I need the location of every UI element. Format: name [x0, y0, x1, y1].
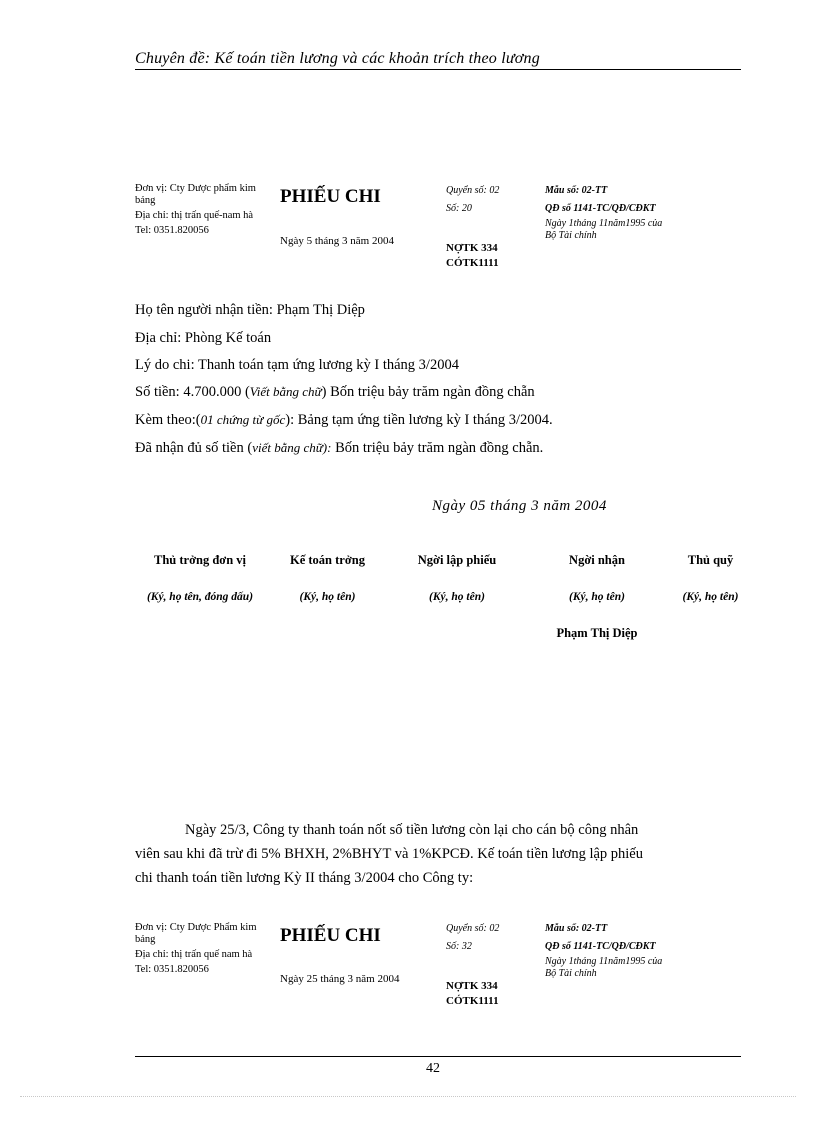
voucher1-form-info	[545, 182, 715, 242]
voucher1-debit: NỢTK 334	[446, 242, 498, 254]
received-post: Bốn triệu bảy trăm ngàn đồng chẵn.	[331, 440, 544, 456]
voucher2-accounts	[446, 979, 499, 1009]
paragraph-line-3: chi thanh toán tiền lương Kỳ II tháng 3/2004 cho Công ty:	[135, 870, 474, 886]
sig-title-chief-accountant: Kế toán trởng	[290, 553, 365, 567]
body-paragraph	[135, 818, 741, 890]
voucher1-unit: Đơn vị: Cty Dược phẩm kim bảng	[135, 183, 256, 206]
sig-note-cashier: (Ký, họ tên)	[682, 591, 739, 603]
paragraph-line-2: viên sau khi đã trừ đi 5% BHXH, 2%BHYT và 1%KPCĐ. Kế toán tiền lương lập phiếu	[135, 846, 643, 862]
running-header: Chuyên đề: Kế toán tiền lương và các khoản trích theo lương	[135, 50, 540, 67]
amount-pre: Số tiền: 4.700.000 (	[135, 384, 250, 400]
voucher2-unit-info	[135, 922, 270, 979]
voucher2-unit: Đơn vị: Cty Dược Phẩm kim bảng	[135, 922, 257, 945]
voucher1-date: Ngày 5 tháng 3 năm 2004	[280, 235, 394, 247]
receiver-line: Họ tên người nhận tiền: Phạm Thị Diệp	[135, 302, 365, 318]
voucher1-book-info	[446, 182, 499, 218]
voucher1-address: Địa chỉ: thị trấn quế-nam hà	[135, 210, 254, 221]
voucher2-address: Địa chỉ: thị trấn quế nam hà	[135, 949, 253, 960]
voucher2-ministry: Bộ Tài chính	[545, 968, 597, 979]
page-edge	[20, 1096, 796, 1097]
voucher2-book-no: Quyển số: 02	[446, 923, 500, 934]
received-pre: Đã nhận đủ số tiền (	[135, 440, 253, 456]
sig-note-chief-accountant: (Ký, họ tên)	[299, 591, 356, 603]
sig-title-cashier: Thủ quỹ	[687, 553, 734, 567]
signature-date: Ngày 05 tháng 3 năm 2004	[432, 498, 607, 514]
sig-note-receiver: (Ký, họ tên)	[569, 591, 625, 603]
voucher2-tel: Tel: 0351.820056	[135, 964, 209, 975]
voucher1-decision: QĐ số 1141-TC/QĐ/CĐKT	[545, 203, 656, 214]
sig-note-director: (Ký, họ tên, đóng dấu)	[146, 591, 254, 603]
amount-post: ) Bốn triệu bảy trăm ngàn đồng chẵn	[321, 384, 535, 400]
sig-note-preparer: (Ký, họ tên)	[429, 591, 485, 603]
voucher2-book-info	[446, 920, 499, 956]
paragraph-line-1: Ngày 25/3, Công ty thanh toán nốt số tiền lương còn lại cho cán bộ công nhân	[185, 822, 639, 838]
attachment-note: 01 chứng từ gốc	[200, 412, 286, 427]
attachment-post: ): Bảng tạm ứng tiền lương kỳ I tháng 3/2004.	[285, 412, 553, 428]
voucher2-decision: QĐ số 1141-TC/QĐ/CĐKT	[545, 941, 656, 952]
voucher1-tel: Tel: 0351.820056	[135, 225, 209, 236]
footer-divider	[135, 1056, 741, 1057]
voucher1-decision-date: Ngày 1tháng 11năm1995 của	[545, 218, 663, 229]
voucher2-form-no: Mẫu số: 02-TT	[545, 923, 608, 934]
voucher2-debit: NỢTK 334	[446, 980, 498, 992]
voucher1-accounts	[446, 241, 499, 271]
sig-title-director: Thủ trởng đơn vị	[154, 553, 246, 567]
voucher1-number: Số: 20	[446, 203, 472, 214]
amount-note: Viết bằng chữ	[249, 384, 322, 399]
sig-title-preparer: Ngời lập phiếu	[417, 553, 497, 567]
address-line: Địa chỉ: Phòng Kế toán	[135, 330, 272, 346]
voucher2-date: Ngày 25 tháng 3 năm 2004	[280, 973, 400, 985]
attachment-pre: Kèm theo:(	[135, 412, 201, 428]
voucher1-credit: CÓTK1111	[446, 257, 499, 269]
voucher1-book-no: Quyển số: 02	[446, 185, 500, 196]
voucher2-decision-date: Ngày 1tháng 11năm1995 của	[545, 956, 663, 967]
voucher2-form-info	[545, 920, 715, 980]
received-line	[135, 440, 543, 457]
amount-line	[135, 384, 535, 401]
attachment-line	[135, 412, 553, 429]
receiver-name: Phạm Thị Diệp	[556, 626, 638, 640]
voucher2-credit: CÓTK1111	[446, 995, 499, 1007]
sig-title-receiver: Ngời nhận	[569, 553, 625, 567]
voucher1-form-no: Mẫu số: 02-TT	[545, 185, 608, 196]
received-note: viết bằng chữ):	[252, 440, 332, 455]
voucher1-ministry: Bộ Tài chính	[545, 230, 597, 241]
voucher2-number: Số: 32	[446, 941, 472, 952]
voucher1-unit-info	[135, 183, 270, 240]
reason-line: Lý do chi: Thanh toán tạm ứng lương kỳ I tháng 3/2004	[135, 357, 459, 373]
voucher2-title: PHIẾU CHI	[280, 925, 381, 946]
page-number: 42	[426, 1061, 440, 1076]
header-divider	[135, 69, 741, 70]
voucher1-title: PHIẾU CHI	[280, 186, 381, 207]
